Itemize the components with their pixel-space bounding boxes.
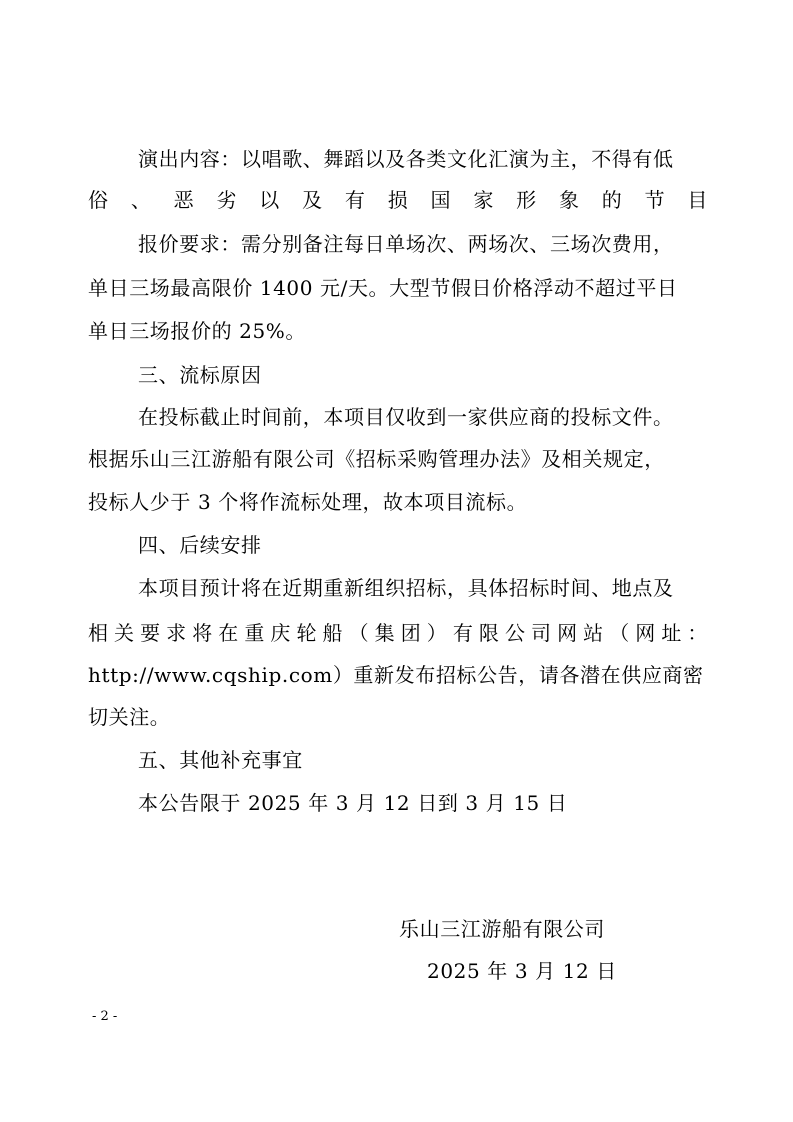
signature-company-name: 乐山三江游船有限公司 <box>399 917 605 941</box>
paragraph-follow-up-line-2: 相关要求将在重庆轮船（集团）有限公司网站（网址： <box>88 621 708 645</box>
section-heading-other-matters: 五、其他补充事宜 <box>138 748 303 772</box>
paragraph-failure-reason-line-1: 在投标截止时间前，本项目仅收到一家供应商的投标文件。 <box>138 405 674 429</box>
paragraph-quote-requirement-line-1: 报价要求：需分别备注每日单场次、两场次、三场次费用， <box>138 232 674 256</box>
paragraph-performance-content-line-2: 俗、恶劣以及有损国家形象的节目 <box>88 188 708 212</box>
section-heading-failure-reason: 三、流标原因 <box>138 363 262 387</box>
section-heading-follow-up: 四、后续安排 <box>138 533 262 557</box>
paragraph-follow-up-line-3: http://www.cqship.com）重新发布招标公告，请各潜在供应商密 <box>88 663 704 687</box>
signature-date: 2025 年 3 月 12 日 <box>427 959 617 983</box>
paragraph-quote-requirement-line-2: 单日三场最高限价 1400 元/天。大型节假日价格浮动不超过平日 <box>88 276 678 300</box>
paragraph-failure-reason-line-3: 投标人少于 3 个将作流标处理，故本项目流标。 <box>88 490 528 514</box>
page-number: - 2 - <box>92 1009 118 1024</box>
paragraph-failure-reason-line-2: 根据乐山三江游船有限公司《招标采购管理办法》及相关规定， <box>88 447 665 471</box>
paragraph-follow-up-line-1: 本项目预计将在近期重新组织招标，具体招标时间、地点及 <box>138 576 674 600</box>
paragraph-follow-up-line-4: 切关注。 <box>88 705 171 729</box>
paragraph-performance-content-line-1: 演出内容：以唱歌、舞蹈以及各类文化汇演为主，不得有低 <box>138 147 674 171</box>
paragraph-quote-requirement-line-3: 单日三场报价的 25%。 <box>88 319 307 343</box>
paragraph-announcement-period: 本公告限于 2025 年 3 月 12 日到 3 月 15 日 <box>138 791 568 815</box>
